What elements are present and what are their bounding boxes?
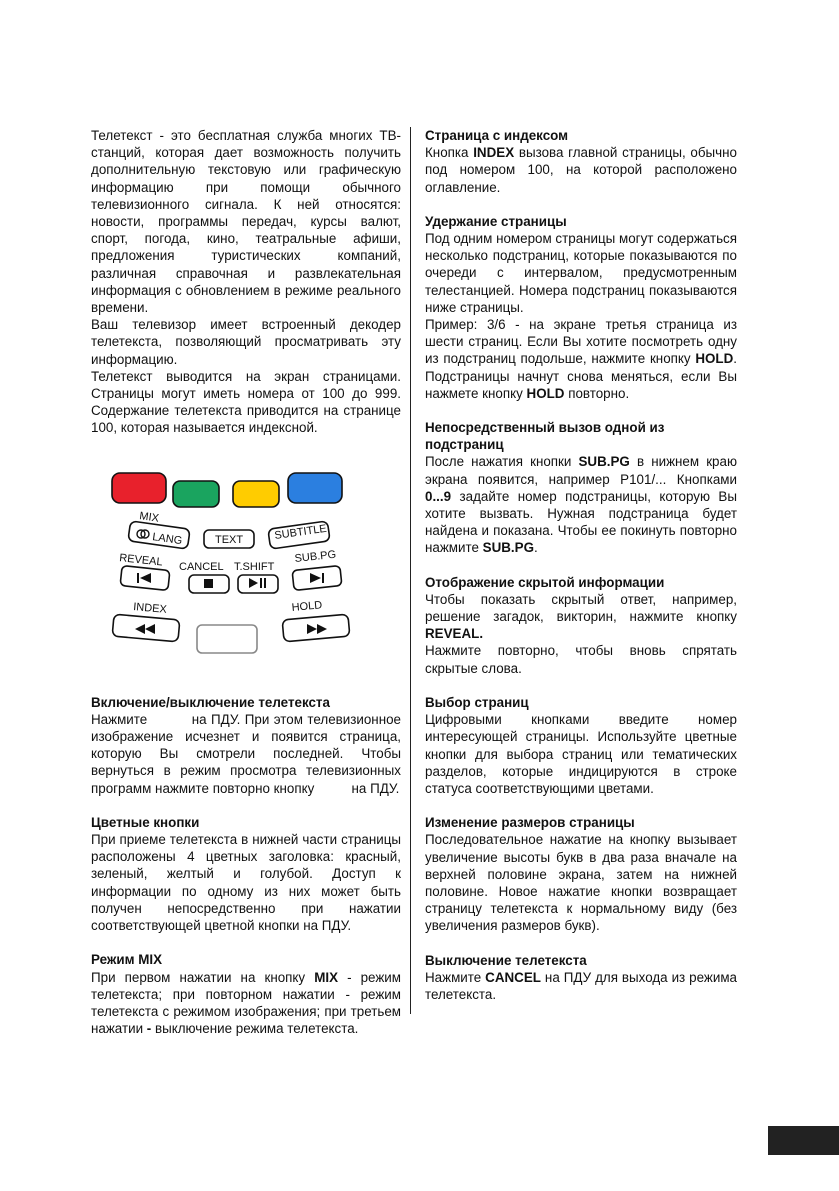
- section-text: Нажмите на ПДУ. При этом телевизионное изображение исчезнет и появится страница, которую Вы смотрели последней. Чтобы вернуться в режим просмотра телевизионных программ нажмите повторно кнопку на ПДУ.: [91, 711, 405, 796]
- left-column: [91, 127, 405, 1054]
- section-reveal: [425, 574, 737, 677]
- section-color-buttons: [91, 814, 401, 934]
- section-hold-page: [425, 213, 737, 402]
- hold-button: [282, 614, 350, 642]
- section-title: Отображение скрытой информации: [425, 574, 665, 590]
- subtitle-label: SUBTITLE: [273, 522, 328, 542]
- section-title: Изменение размеров страницы: [425, 815, 635, 831]
- reveal-label: REVEAL: [118, 551, 164, 569]
- section-title: Цветные кнопки: [91, 814, 200, 830]
- hold-label: HOLD: [291, 599, 323, 614]
- section-text: Пример: 3/6 - на экране третья страница из шести страниц. Если Вы хотите посмотреть одну из подстраниц подольше, нажмите кнопку HOLD. Подстраницы начнут снова меняться, если Вы нажмете кнопку HOLD повторно.: [425, 317, 737, 401]
- section-title: Включение/выключение телетекста: [91, 694, 330, 710]
- section-mix-mode: [91, 951, 401, 1037]
- rewind-icon: [135, 624, 155, 634]
- section-text: При первом нажатии на кнопку MIX - режим телетекста; при повторном нажатии - режим телетекста с режимом изображения; при третьем нажатии - выключение режима телетекста.: [91, 969, 401, 1037]
- section-title: Выбор страниц: [425, 694, 529, 710]
- index-button: [112, 614, 180, 642]
- play-pause-icon: [249, 578, 266, 588]
- index-label: INDEX: [132, 600, 168, 616]
- tshift-button: [238, 575, 278, 593]
- subpg-label: SUB.PG: [294, 548, 337, 565]
- blank-button: [197, 625, 257, 653]
- section-title: Режим MIX: [91, 952, 163, 968]
- text-label: TEXT: [215, 533, 244, 546]
- remote-control-illustration: [107, 469, 355, 669]
- section-teletext-on-off: [91, 694, 405, 797]
- yellow-button: [233, 481, 279, 507]
- section-subpage-call: [425, 419, 737, 557]
- right-column: [425, 127, 737, 1020]
- mix-label: MIX: [138, 509, 160, 525]
- fast-forward-icon: [307, 624, 327, 634]
- section-text: Чтобы показать скрытый ответ, например, решение загадок, викторин, нажмите кнопку REVEAL.: [425, 591, 737, 642]
- section-title: Страница с индексом: [425, 128, 569, 143]
- skip-forward-icon: [310, 573, 324, 583]
- section-title: Удержание страницы: [425, 213, 567, 229]
- section-title: Выключение телетекста: [425, 952, 587, 968]
- lang-label: LANG: [151, 530, 183, 547]
- intro-paragraph-3: Телетекст выводится на экран страницами. Страницы могут иметь номера от 100 до 999. Содержание телетекста приводится на странице 100, которая называется индексной.: [91, 368, 401, 436]
- skip-back-icon: [137, 573, 151, 583]
- section-page-size: [425, 814, 737, 934]
- section-text: Последовательное нажатие на кнопку вызывает увеличение высоты букв в два раза вначале на верхней половине экрана, затем на нижней половине. Новое нажатие кнопки возвращает страницу телетекста к нормальному виду (без увеличения размеров букв).: [425, 832, 737, 934]
- intro-paragraph-1: Телетекст - это бесплатная служба многих ТВ-станций, которая дает возможность получить дополнительную текстовую или графическую информацию при помощи обычного телевизионного сигнала. К ней относятся: новости, программы передач, курсы валют, спорт, погода, кино, театральные афиши, предложения туристических компаний, различная справочная и развлекательная информация с обновлением в режиме реального времени.: [91, 128, 401, 316]
- section-text: Нажмите повторно, чтобы вновь спрятать скрытые слова.: [425, 643, 737, 676]
- section-page-select: [425, 694, 737, 797]
- section-text: Кнопка INDEX вызова главной страницы, обычно под номером 100, на которой расположено оглавление.: [425, 145, 737, 195]
- section-title: Непосредственный вызов одной из подстраниц: [425, 420, 665, 453]
- tshift-label: T.SHIFT: [234, 560, 275, 573]
- section-text: Под одним номером страницы могут содержаться несколько подстраниц, которые показываются по очереди с интервалом, предусмотренным телестанцией. Номера подстраниц показываются ниже страницы.: [425, 231, 737, 315]
- section-text: Цифровыми кнопками введите номер интересующей страницы. Используйте цветные кнопки для выбора страниц или тематических разделов, которые индицируются в строке статуса соответствующими цветами.: [425, 712, 737, 796]
- blue-button: [288, 473, 342, 503]
- section-index-page: [425, 127, 737, 196]
- column-divider: [410, 127, 411, 1014]
- cancel-label: CANCEL: [179, 560, 224, 573]
- section-text: После нажатия кнопки SUB.PG в нижнем краю экрана появится, например P101/... Кнопками 0...9 задайте номер подстраницы, которую Вы хотите вызвать. Нужная подстраница будет найдена и показана. Чтобы ее покинуть повторно нажмите SUB.PG.: [425, 454, 737, 556]
- section-text: При приеме телетекста в нижней части страницы расположены 4 цветных заголовка: красный, зеленый, желтый и голубой. Доступ к информации по одному из них может быть получен непосредственно при нажатии соответствующей цветной кнопки на ПДУ.: [91, 832, 401, 934]
- red-button: [112, 473, 166, 503]
- green-button: [173, 481, 219, 507]
- section-teletext-off: [425, 952, 737, 1004]
- section-text: Нажмите CANCEL на ПДУ для выхода из режима телетекста.: [425, 969, 737, 1002]
- intro-paragraph-2: Ваш телевизор имеет встроенный декодер телетекста, позволяющий просматривать эту информацию.: [91, 317, 401, 367]
- page-tab-marker: [768, 1126, 839, 1155]
- stop-icon: [204, 579, 213, 588]
